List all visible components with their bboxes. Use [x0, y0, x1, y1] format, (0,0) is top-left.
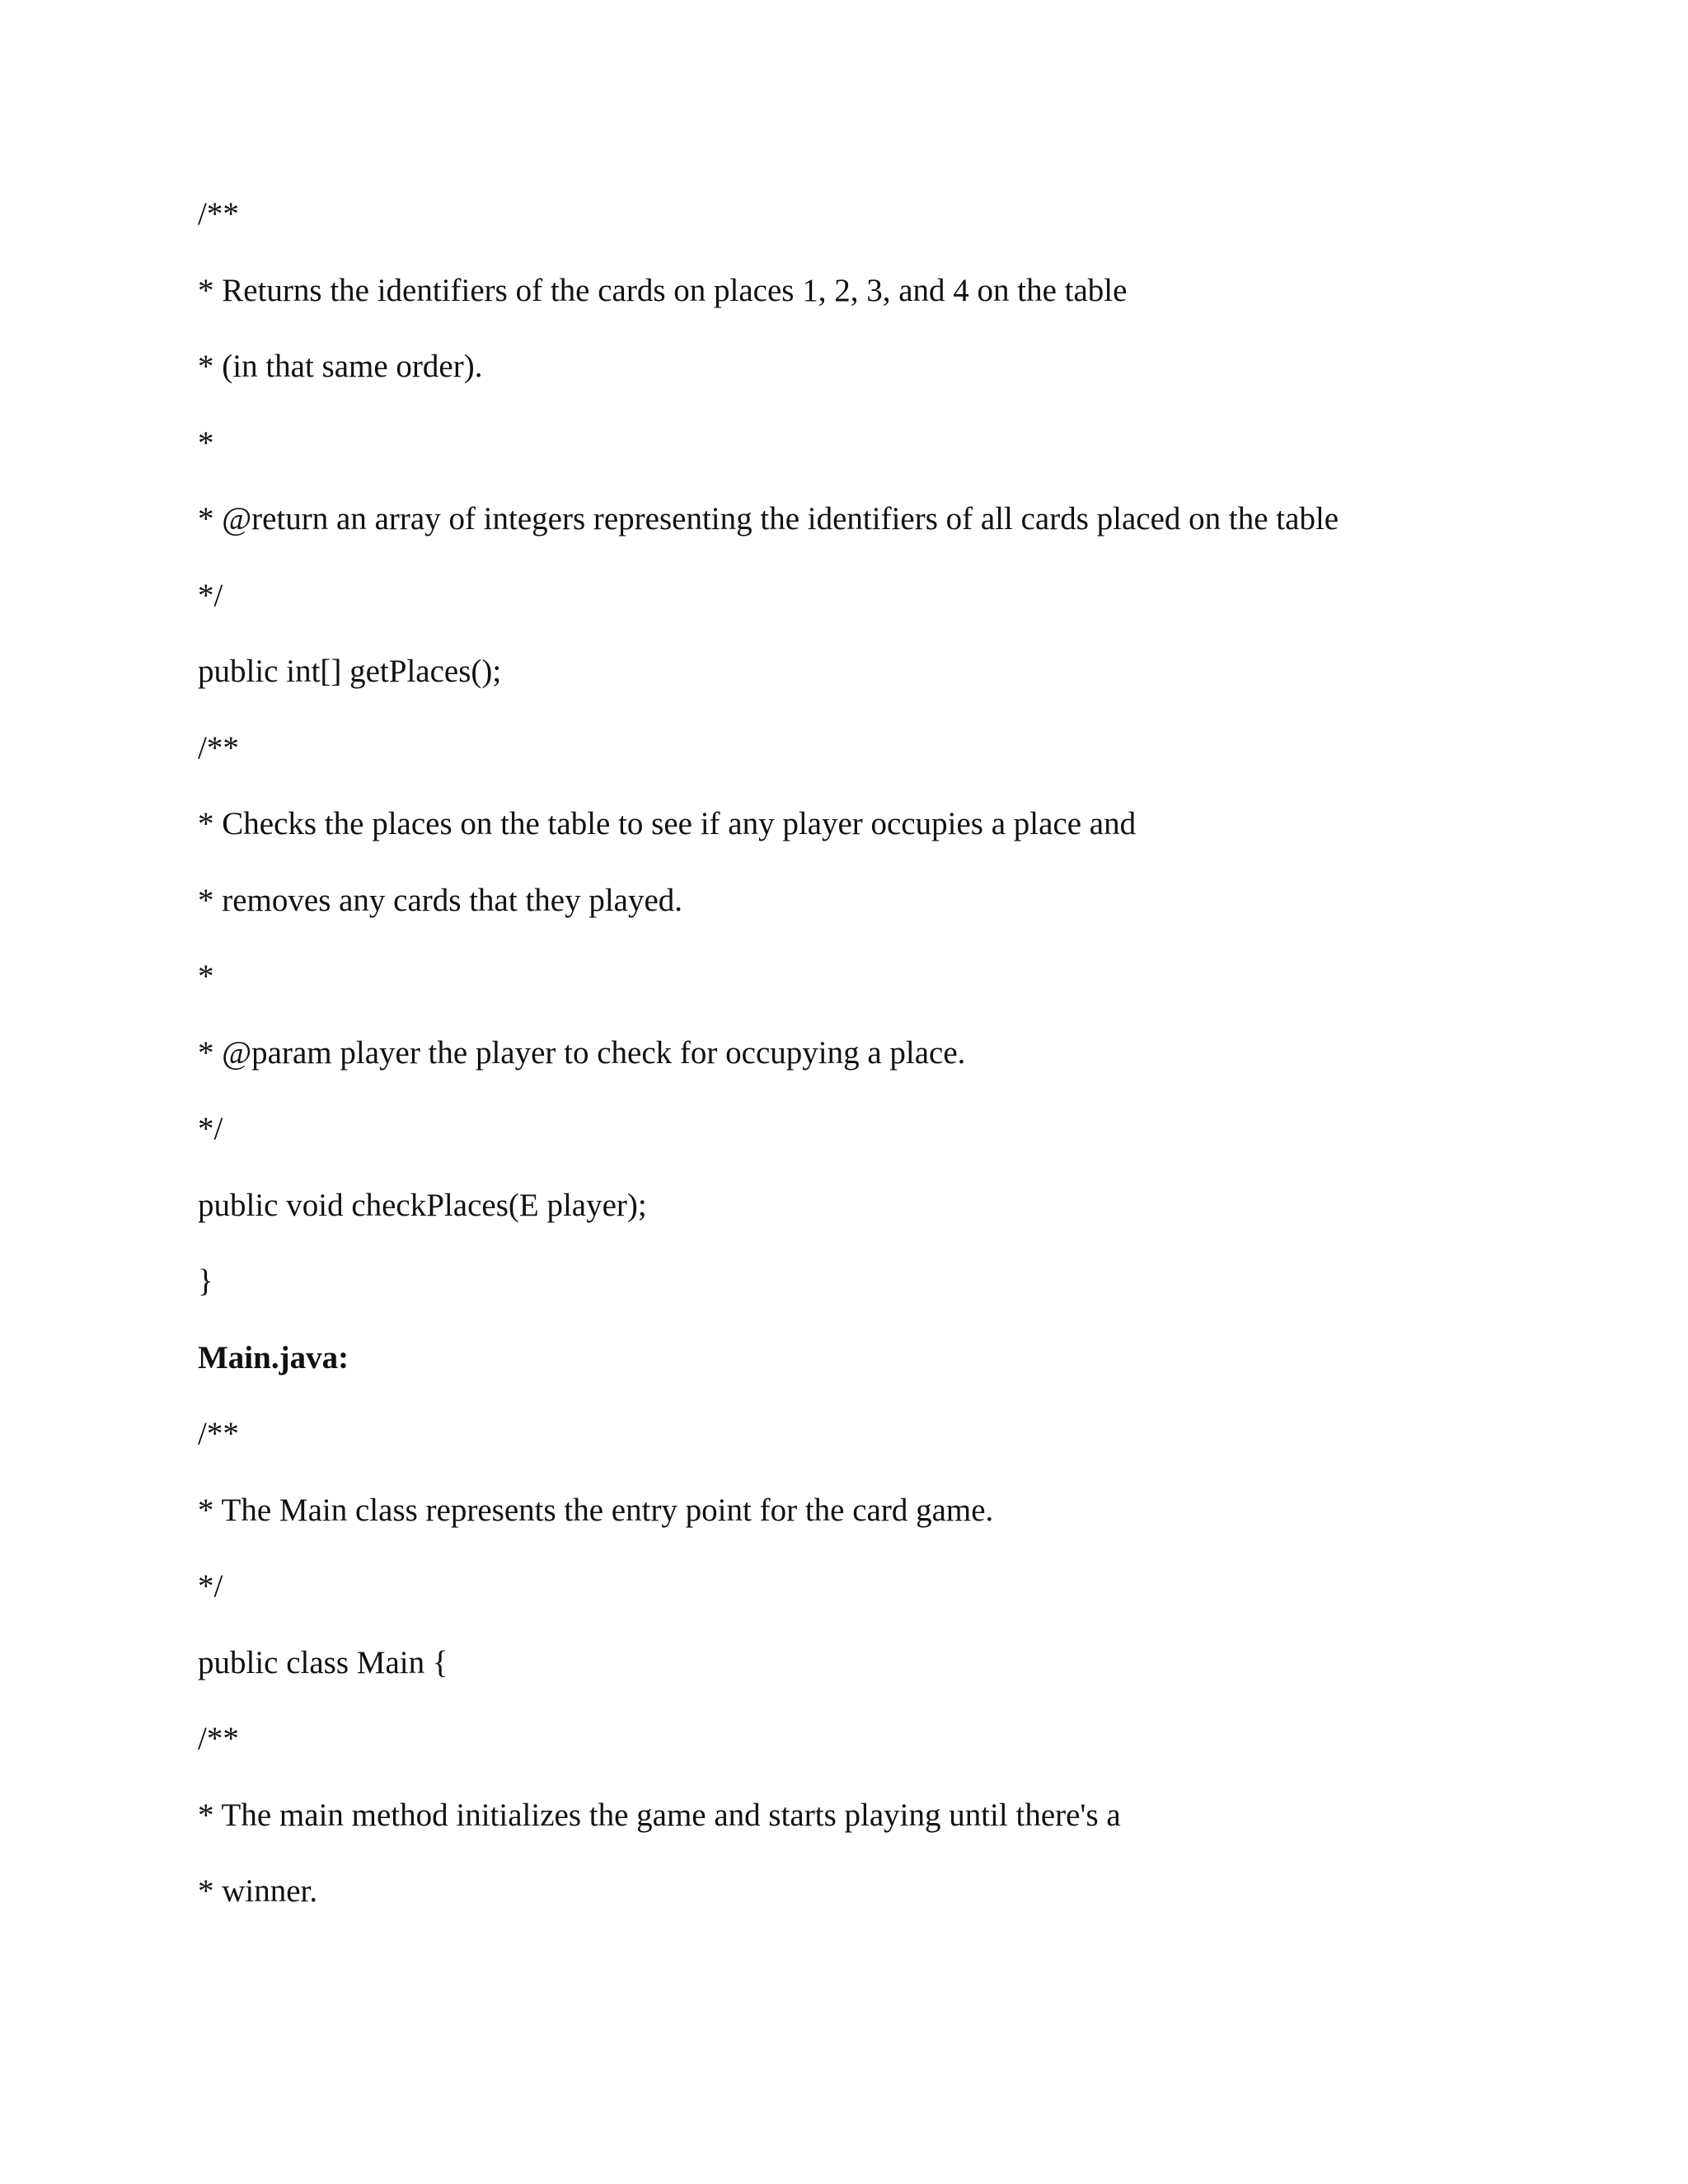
javadoc-open: /** — [198, 196, 239, 232]
javadoc-line: * Checks the places on the table to see if any player occupies a place and — [198, 806, 1137, 841]
javadoc-close: */ — [198, 578, 223, 613]
javadoc-line: * Returns the identifiers of the cards on places 1, 2, 3, and 4 on the table — [198, 273, 1128, 308]
javadoc-line: * The main method initializes the game and starts playing until there's a — [198, 1797, 1121, 1833]
class-declaration-main: public class Main { — [198, 1645, 448, 1680]
method-signature-getplaces: public int[] getPlaces(); — [198, 654, 502, 689]
javadoc-line: * removes any cards that they played. — [198, 883, 683, 918]
javadoc-close: */ — [198, 1111, 223, 1146]
javadoc-line: * (in that same order). — [198, 349, 483, 384]
javadoc-open: /** — [198, 730, 239, 766]
javadoc-line: * The Main class represents the entry point for the card game. — [198, 1493, 994, 1528]
javadoc-open: /** — [198, 1416, 239, 1451]
method-signature-checkplaces: public void checkPlaces(E player); — [198, 1188, 647, 1223]
javadoc-line: * — [198, 958, 214, 994]
javadoc-line: * — [198, 425, 214, 461]
javadoc-param: * @param player the player to check for occupying a place. — [198, 1035, 966, 1071]
javadoc-line: * winner. — [198, 1873, 318, 1909]
file-heading-main-java: Main.java: — [198, 1340, 349, 1376]
javadoc-return: * @return an array of integers representing the identifiers of all cards placed on the table — [198, 501, 1339, 537]
javadoc-close: */ — [198, 1568, 223, 1604]
closing-brace: } — [198, 1263, 213, 1299]
javadoc-open: /** — [198, 1721, 239, 1756]
